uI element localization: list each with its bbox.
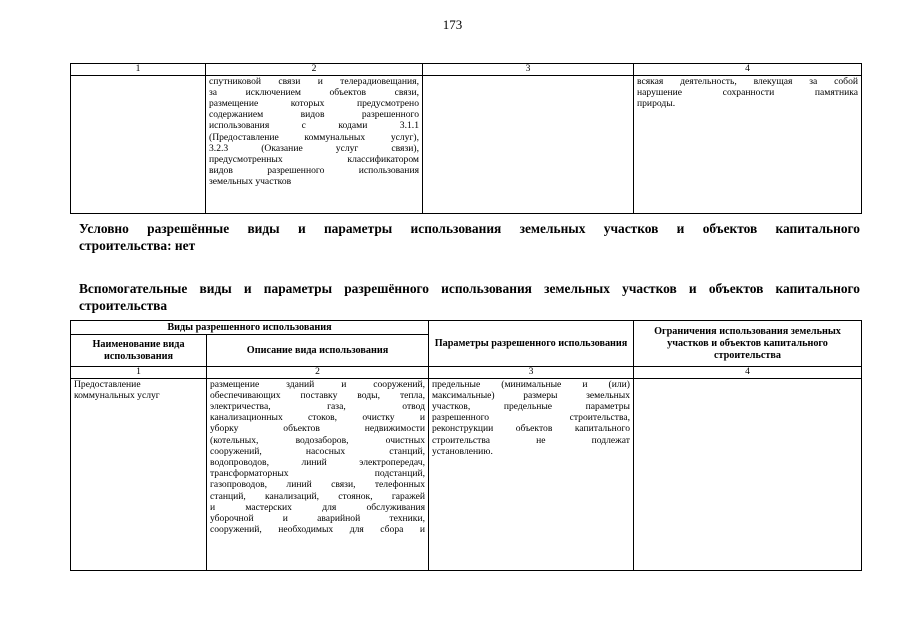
header-restrictions: Ограничения использования земельных участков и объектов капитального строительства (634, 321, 862, 367)
header-parameters: Параметры разрешенного использования (429, 321, 634, 367)
column-number: 3 (429, 367, 634, 379)
cell-parameters: предельные (минимальные и (или) максимальные) размеры земельных участков, предельные параметры разрешенного строительства, реконструкции объектов капитального строительства не подлежат установлению. (429, 378, 634, 570)
column-number: 3 (423, 64, 634, 76)
page-number: 173 (442, 17, 463, 32)
conditional-uses-heading: Условно разрешённые виды и параметры использования земельных участков и объектов капитального строительства: нет (79, 221, 860, 253)
cell-name (71, 75, 206, 213)
column-number-row (71, 64, 862, 76)
cell-name: Предоставление коммунальных услуг (71, 378, 207, 570)
cell-restrictions (634, 378, 862, 570)
column-number: 1 (71, 367, 207, 379)
column-number: 4 (634, 64, 862, 76)
cell-description: спутниковой связи и телерадиовещания, за исключением объектов связи, размещение которых предусмотрено содержанием видов разрешенного использования с кодами 3.1.1 (Предоставление коммунальных услуг), 3.2.3 (Оказание услуг связи), предусмотренных классификатором видов разрешенного использования земельных участков (206, 75, 423, 213)
header-name: Наименование вида использования (71, 335, 207, 367)
column-number: 2 (207, 367, 429, 379)
table-row (71, 75, 862, 213)
continuation-table (70, 63, 862, 214)
header-uses-group: Виды разрешенного использования (71, 321, 429, 335)
column-number: 2 (206, 64, 423, 76)
table-row (71, 378, 862, 570)
auxiliary-uses-heading: Вспомогательные виды и параметры разрешённого использования земельных участков и объектов капитального строительства (79, 281, 860, 313)
column-number: 1 (71, 64, 206, 76)
header-description: Описание вида использования (207, 335, 429, 367)
cell-description: размещение зданий и сооружений, обеспечивающих поставку воды, тепла, электричества, газа, отвод канализационных стоков, очистку и уборку объектов недвижимости (котельных, водозаборов, очистных сооружений, насосных станций, водопроводов, линий электропередач, трансформаторных подстанций, газопроводов, линий связи, телефонных станций, канализаций, стоянок, гаражей и мастерских для обслуживания уборочной и аварийной техники, сооружений, необходимых для сбора и (207, 378, 429, 570)
header-row (71, 321, 862, 335)
column-number: 4 (634, 367, 862, 379)
auxiliary-uses-table (70, 320, 862, 571)
column-number-row (71, 367, 862, 379)
cell-parameters (423, 75, 634, 213)
cell-restrictions: всякая деятельность, влекущая за собой нарушение сохранности памятника природы. (634, 75, 862, 213)
